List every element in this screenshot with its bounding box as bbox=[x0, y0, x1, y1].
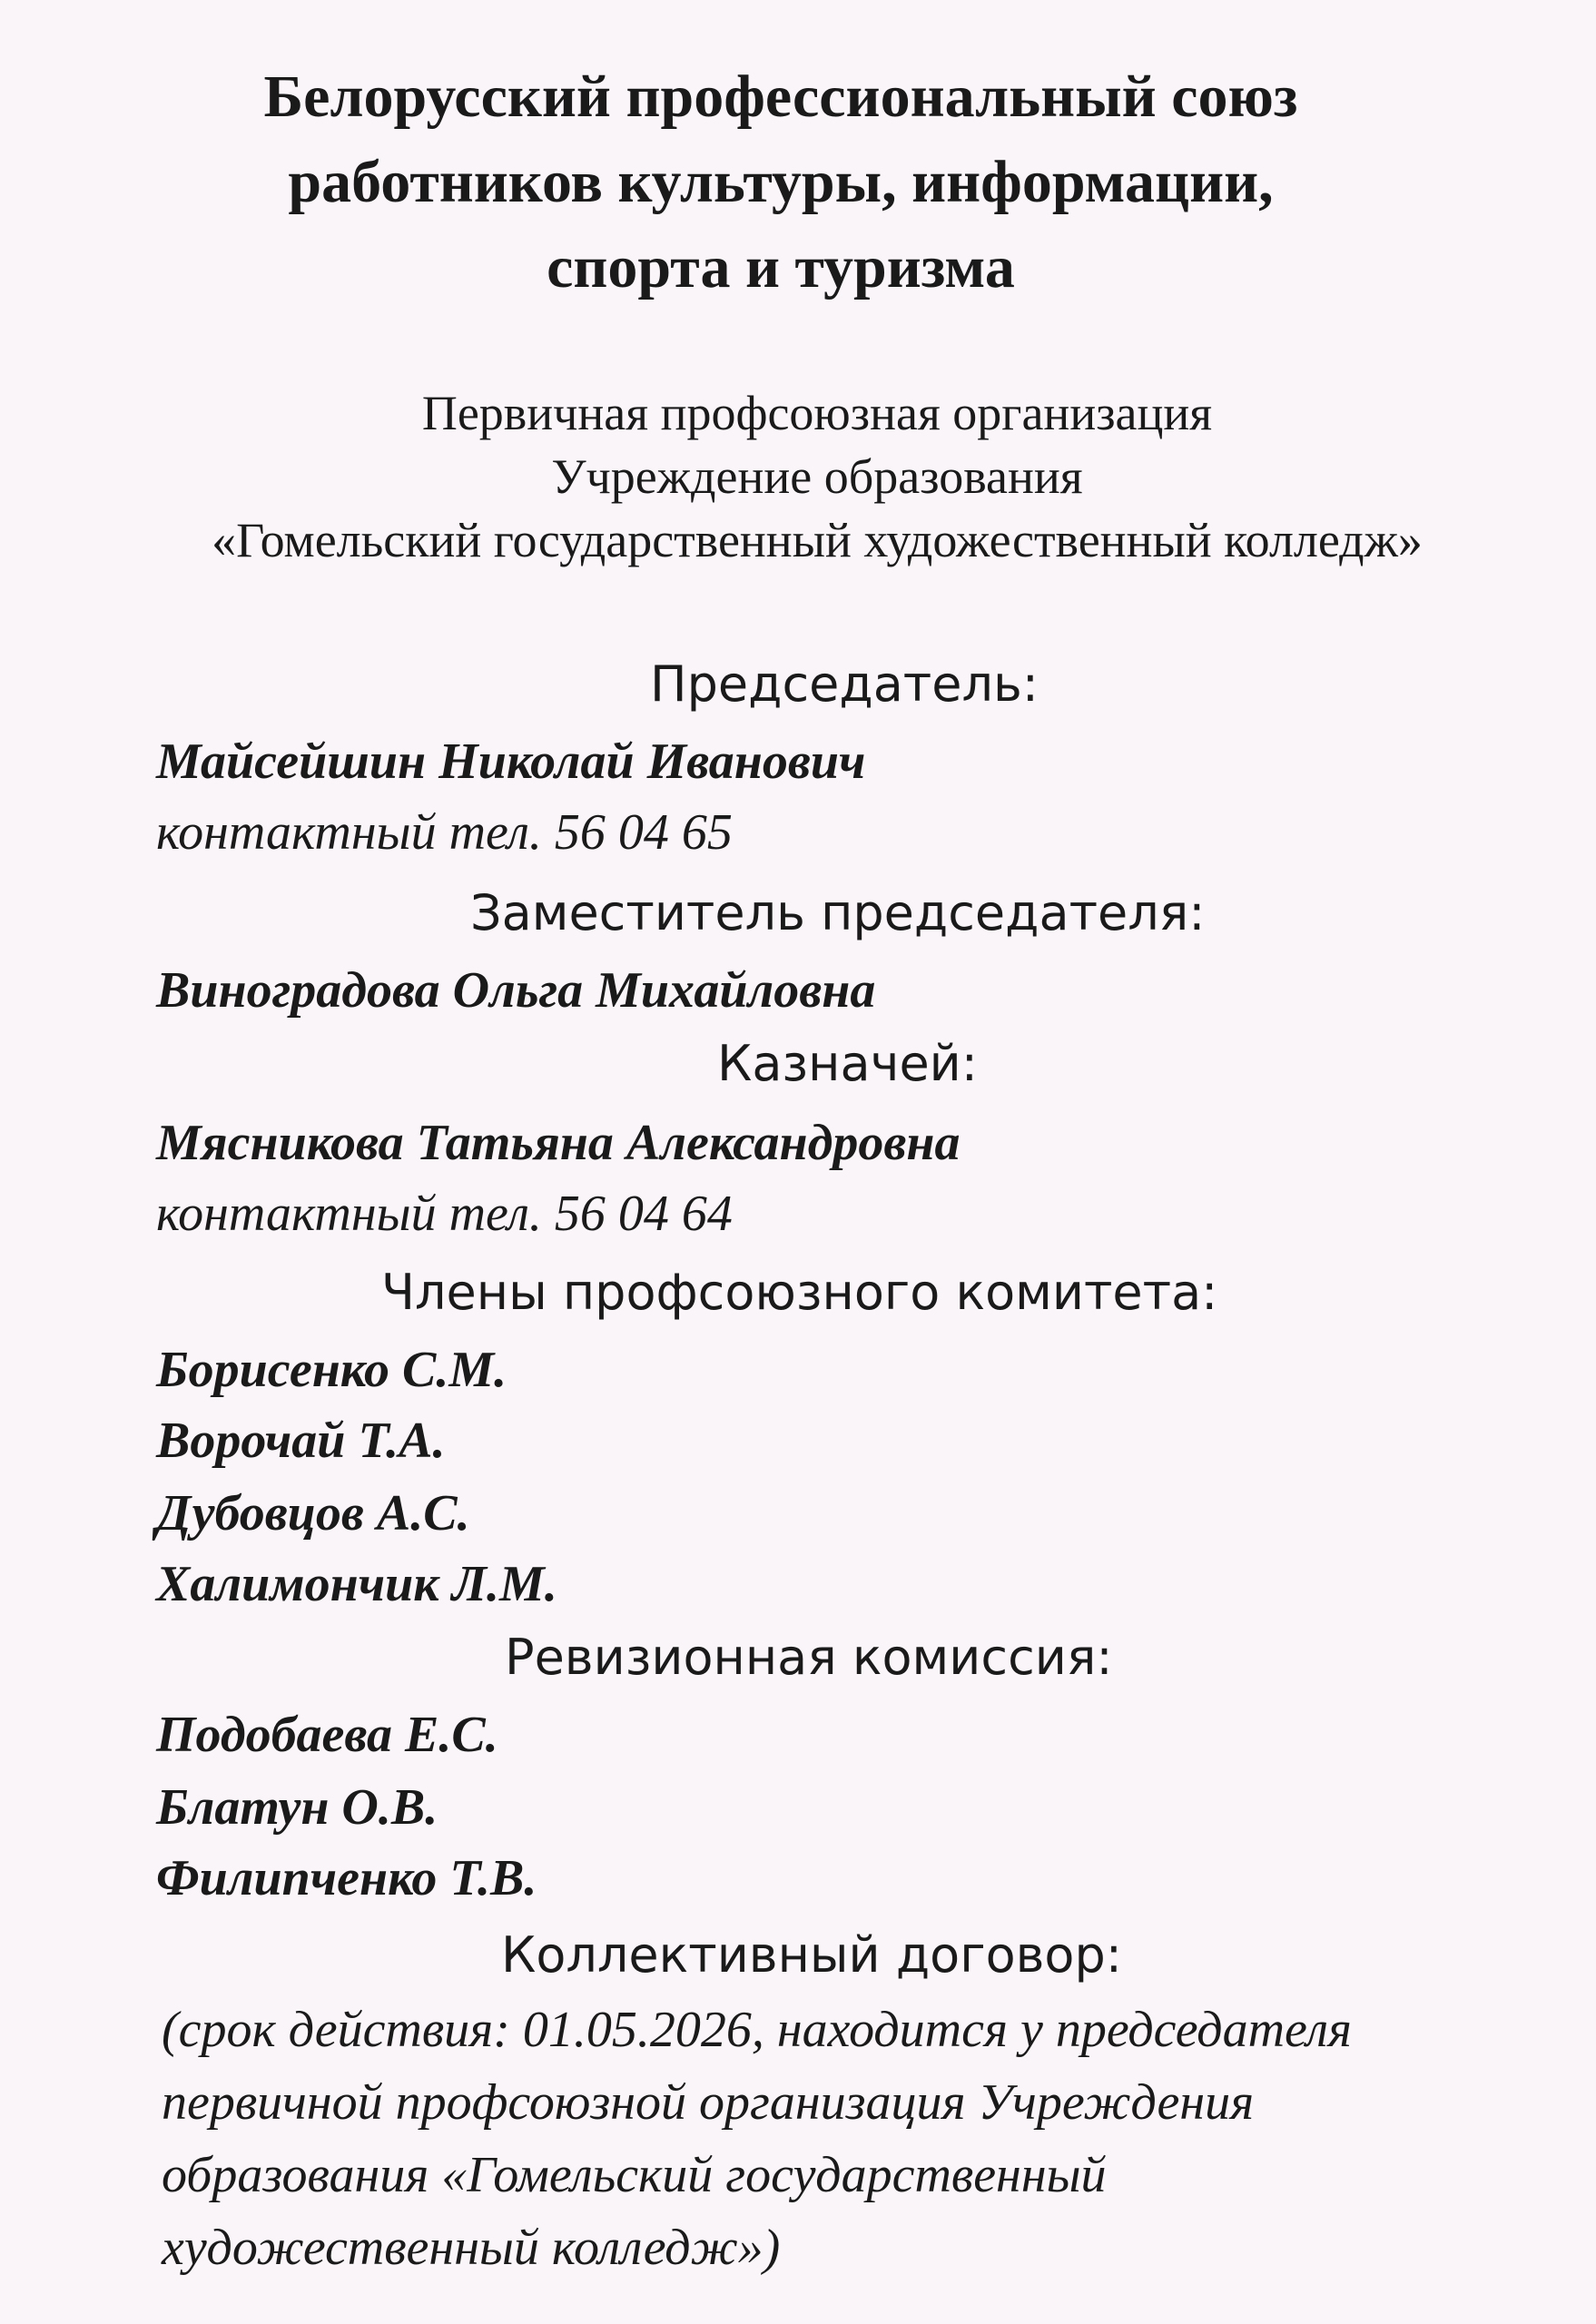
treasurer-contact: контактный тел. 56 04 64 bbox=[156, 1186, 733, 1242]
organization-block bbox=[73, 381, 1562, 572]
chairman-heading: Председатель: bbox=[650, 655, 1039, 713]
organization-line-1: Первичная профсоюзная организация bbox=[421, 386, 1213, 440]
agreement-note-line-1: (срок действия: 01.05.2026, находится у председателя bbox=[162, 2002, 1352, 2058]
audit-heading: Ревизионная комиссия: bbox=[505, 1629, 1113, 1686]
audit-member: Филипченко Т.В. bbox=[156, 1850, 537, 1906]
agreement-note bbox=[162, 1994, 1560, 2284]
treasurer-heading: Казначей: bbox=[717, 1035, 978, 1092]
agreement-note-line-2: первичной профсоюзной организация Учреждения bbox=[162, 2074, 1255, 2131]
union-title-line-3: спорта и туризма bbox=[547, 234, 1015, 300]
committee-member: Борисенко С.М. bbox=[156, 1342, 507, 1398]
union-title bbox=[109, 54, 1453, 310]
union-title-line-1: Белорусский профессиональный союз bbox=[263, 64, 1298, 130]
committee-member: Ворочай Т.А. bbox=[156, 1413, 446, 1469]
agreement-heading: Коллективный договор: bbox=[501, 1926, 1122, 1984]
agreement-note-line-3: образования «Гомельский государственный bbox=[162, 2147, 1107, 2203]
organization-line-3: «Гомельский государственный художественный колледж» bbox=[212, 513, 1423, 567]
committee-heading: Члены профсоюзного комитета: bbox=[381, 1264, 1218, 1321]
committee-member: Дубовцов А.С. bbox=[156, 1485, 470, 1541]
chairman-contact: контактный тел. 56 04 65 bbox=[156, 804, 733, 861]
audit-member: Блатун О.В. bbox=[156, 1779, 438, 1836]
deputy-heading: Заместитель председателя: bbox=[470, 884, 1206, 941]
organization-line-2: Учреждение образования bbox=[551, 449, 1083, 504]
union-title-line-2: работников культуры, информации, bbox=[288, 149, 1274, 215]
treasurer-name: Мясникова Татьяна Александровна bbox=[156, 1115, 961, 1171]
agreement-note-line-4: художественный колледж») bbox=[162, 2220, 781, 2276]
chairman-name: Майсейшин Николай Иванович bbox=[156, 734, 866, 790]
committee-member: Халимончик Л.М. bbox=[156, 1556, 557, 1612]
audit-member: Подобаева Е.С. bbox=[156, 1707, 498, 1763]
deputy-name: Виноградова Ольга Михайловна bbox=[156, 962, 876, 1019]
